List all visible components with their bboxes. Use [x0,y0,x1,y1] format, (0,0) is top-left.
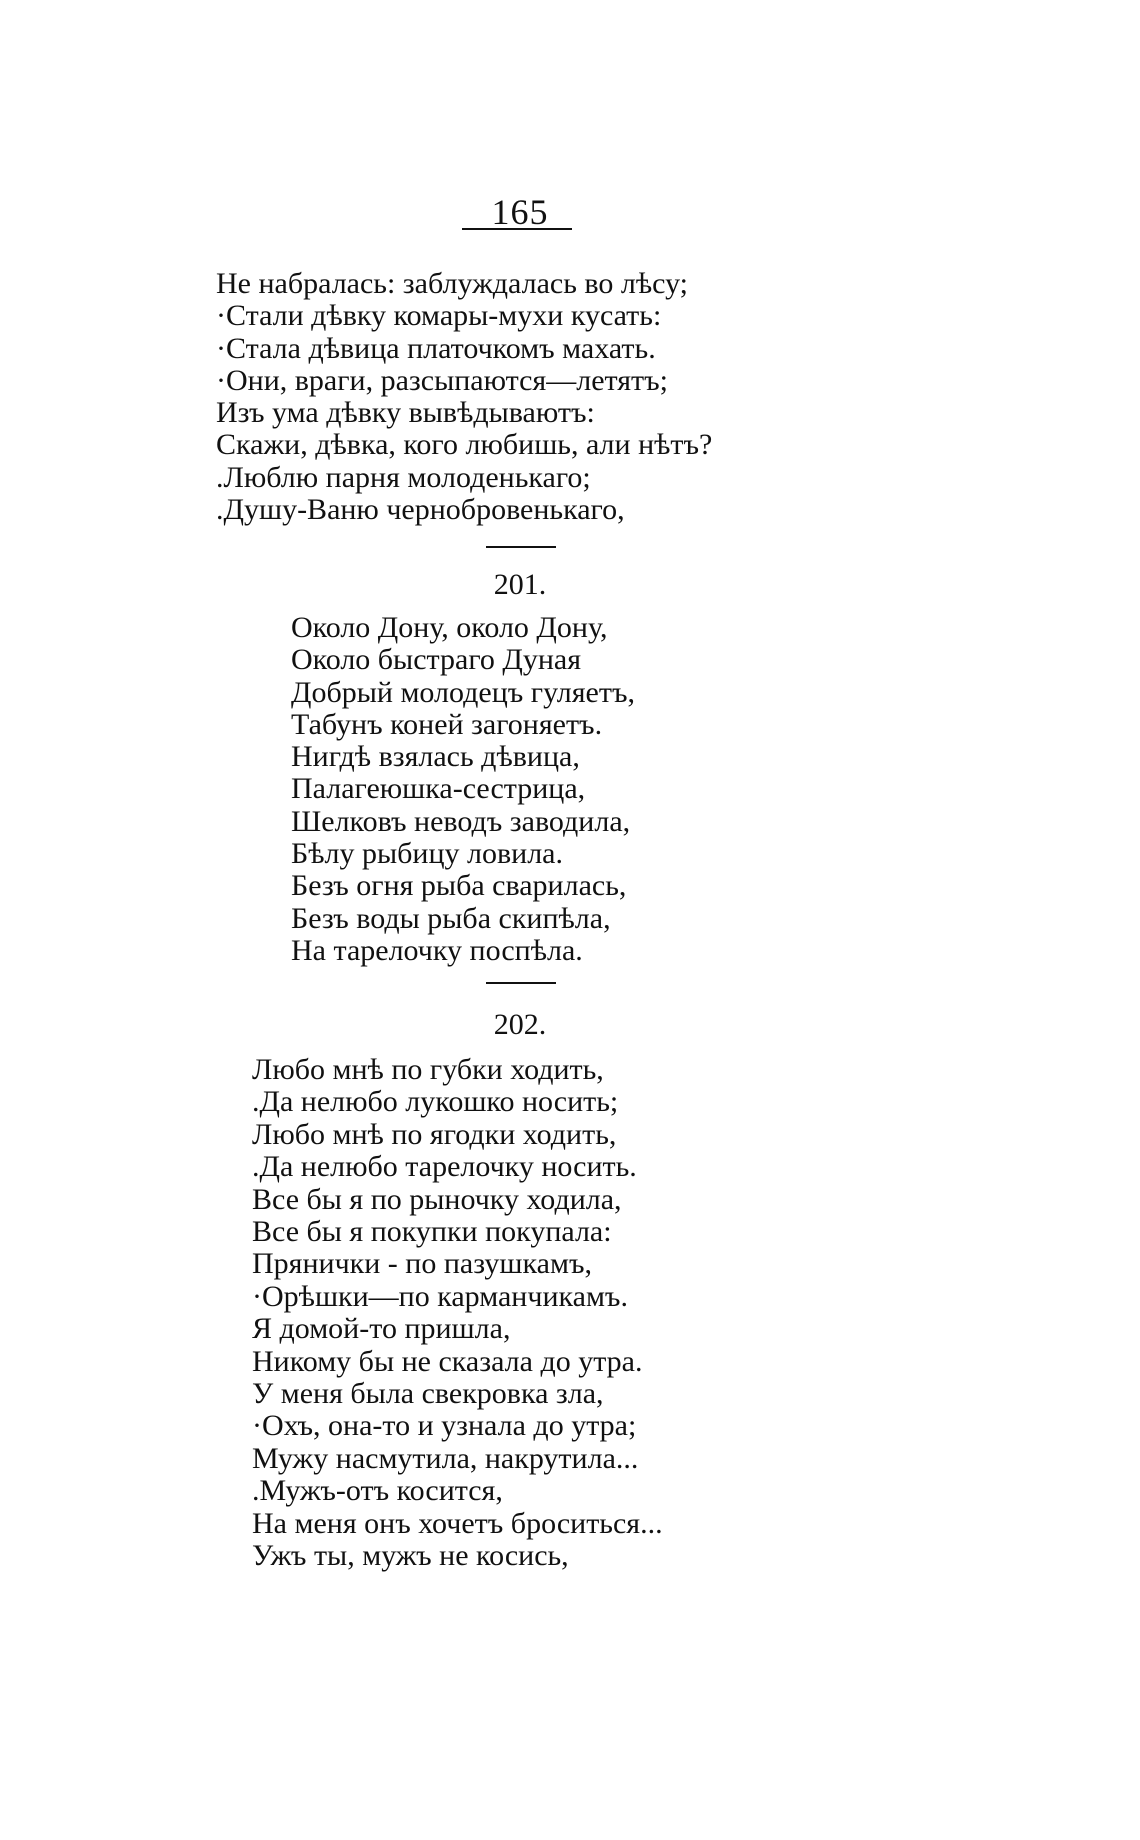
page-number-underline [462,228,572,230]
poem-line: ·Орѣшки—по карманчикамъ. [252,1279,628,1313]
poem-line: .Душу-Ваню чернобровенькаго, [216,493,625,527]
page-number: 165 [491,192,549,232]
poem-line: Палагеюшка-сестрица, [291,772,586,806]
poem-line: ·Стали дѣвку комары-мухи кусать: [216,299,662,333]
poem-line: Все бы я по рыночку ходила, [252,1182,622,1216]
poem-line: Я домой-то пришла, [252,1312,511,1346]
poem-line: .Да нелюбо тарелочку носить. [252,1150,637,1184]
poem-line: Никому бы не сказала до утра. [252,1344,643,1378]
poem-line: .Люблю парня молоденькаго; [216,460,591,494]
poem-line: ·Они, враги, разсыпаются—летятъ; [216,363,668,397]
poem-line: Ужъ ты, мужъ не косись, [252,1539,569,1573]
poem-line: Изъ ума дѣвку вывѣдываютъ: [216,396,595,430]
poem-line: Бѣлу рыбицу ловила. [291,837,563,871]
poem-line: .Да нелюбо лукошко носить; [252,1085,619,1119]
poem-line: Табунъ коней загоняетъ. [291,707,603,741]
poem-line: Нигдѣ взялась дѣвица, [291,740,580,774]
poem-line: Все бы я покупки покупала: [252,1215,612,1249]
poem-201 [291,612,635,967]
poem-continued [216,268,712,526]
poem-line: ·Стала дѣвица платочкомъ махать. [216,331,656,365]
poem-line: ·Охъ, она-то и узнала до утра; [252,1409,637,1443]
poem-number-201: 201. [493,568,547,601]
poem-202 [252,1054,663,1573]
poem-line: Мужу насмутила, накрутила... [252,1441,639,1475]
poem-line: Около быстраго Дуная [291,643,582,677]
section-divider [486,982,556,984]
poem-line: Около Дону, около Дону, [291,611,608,644]
poem-line: На меня онъ хочетъ броситься... [252,1506,663,1540]
poem-line: На тарелочку поспѣла. [291,933,583,967]
poem-line: Шелковъ неводъ заводила, [291,804,631,838]
poem-number-202: 202. [493,1008,547,1041]
poem-line: У меня была свекровка зла, [252,1377,604,1411]
poem-line: .Мужъ-отъ косится, [252,1474,503,1508]
poem-line: Любо мнѣ по губки ходить, [252,1053,604,1086]
poem-line: Прянички - по пазушкамъ, [252,1247,592,1281]
poem-line: Скажи, дѣвка, кого любишь, али нѣтъ? [216,428,713,462]
poem-line: Не набралась: заблуждалась во лѣсу; [216,267,689,300]
poem-line: Безъ воды рыба скипѣла, [291,901,611,935]
poem-line: Любо мнѣ по ягодки ходить, [252,1117,617,1151]
poem-line: Безъ огня рыба сварилась, [291,869,627,903]
poem-line: Добрый молодецъ гуляетъ, [291,675,635,709]
section-divider [486,546,556,548]
